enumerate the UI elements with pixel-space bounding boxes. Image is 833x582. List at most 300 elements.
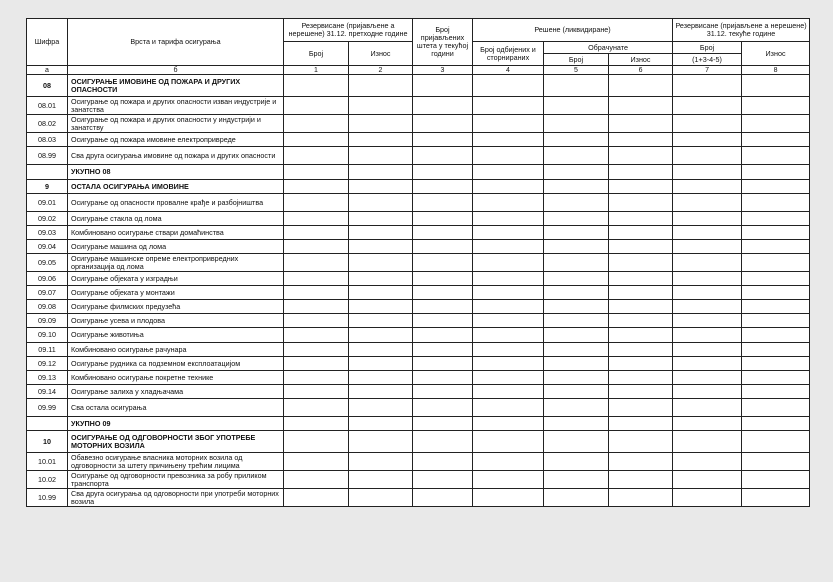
value-cell-1[interactable] (284, 489, 349, 507)
value-cell-7[interactable] (673, 343, 742, 357)
row-code: 09.11 (27, 343, 68, 357)
row-label: Осигурање рудника са подземном експлоатацијом (68, 357, 284, 371)
value-cell-2[interactable] (349, 226, 413, 240)
row-code: 09.10 (27, 328, 68, 343)
value-cell-8[interactable] (742, 431, 810, 453)
row-code: 08 (27, 75, 68, 97)
value-cell-3[interactable] (413, 165, 473, 180)
value-cell-1[interactable] (284, 399, 349, 417)
value-cell-6[interactable] (609, 133, 673, 147)
value-cell-1[interactable] (284, 357, 349, 371)
value-cell-7[interactable] (673, 328, 742, 343)
value-cell-1[interactable] (284, 133, 349, 147)
table-row (27, 328, 810, 343)
value-cell-5[interactable] (544, 357, 609, 371)
value-cell-3[interactable] (413, 431, 473, 453)
value-cell-3[interactable] (413, 272, 473, 286)
value-cell-5[interactable] (544, 212, 609, 226)
value-cell-5[interactable] (544, 328, 609, 343)
value-cell-1[interactable] (284, 371, 349, 385)
value-cell-7[interactable] (673, 226, 742, 240)
value-cell-4[interactable] (473, 357, 544, 371)
row-label: Осигурање залиха у хладњачама (68, 385, 284, 399)
table-row (27, 314, 810, 328)
row-label: Осигурање усева и плодова (68, 314, 284, 328)
value-cell-6[interactable] (609, 97, 673, 115)
value-cell-2[interactable] (349, 343, 413, 357)
value-cell-4[interactable] (473, 431, 544, 453)
value-cell-4[interactable] (473, 471, 544, 489)
row-code: 09.02 (27, 212, 68, 226)
value-cell-1[interactable] (284, 212, 349, 226)
value-cell-2[interactable] (349, 97, 413, 115)
row-label: Осигурање објеката у монтажи (68, 286, 284, 300)
table-body (27, 75, 810, 507)
value-cell-2[interactable] (349, 417, 413, 431)
value-cell-2[interactable] (349, 286, 413, 300)
value-cell-4[interactable] (473, 314, 544, 328)
row-label: ОСТАЛА ОСИГУРАЊА ИМОВИНЕ (68, 180, 284, 194)
value-cell-3[interactable] (413, 489, 473, 507)
col-index: 3 (413, 66, 473, 75)
value-cell-3[interactable] (413, 417, 473, 431)
value-cell-3[interactable] (413, 75, 473, 97)
value-cell-5[interactable] (544, 240, 609, 254)
value-cell-4[interactable] (473, 417, 544, 431)
value-cell-3[interactable] (413, 471, 473, 489)
row-label: Сва остала осигурања (68, 399, 284, 417)
value-cell-5[interactable] (544, 226, 609, 240)
row-label: Осигурање од пожара и других опасности изван индустрије и занатства (68, 97, 284, 115)
value-cell-3[interactable] (413, 133, 473, 147)
value-cell-2[interactable] (349, 75, 413, 97)
value-cell-5[interactable] (544, 180, 609, 194)
value-cell-2[interactable] (349, 272, 413, 286)
value-cell-6[interactable] (609, 343, 673, 357)
row-label: Осигурање од пожара и других опасности у индустрији и занатству (68, 115, 284, 133)
value-cell-8[interactable] (742, 371, 810, 385)
value-cell-2[interactable] (349, 357, 413, 371)
value-cell-4[interactable] (473, 226, 544, 240)
value-cell-8[interactable] (742, 417, 810, 431)
header-calc-iznos: Износ (609, 54, 673, 66)
value-cell-1[interactable] (284, 75, 349, 97)
header-curr-iznos: Износ (742, 42, 810, 66)
header-calculated: Обрачунате (544, 42, 673, 54)
value-cell-8[interactable] (742, 286, 810, 300)
header-rejected: Број одбијених и сторнираних (473, 42, 544, 66)
value-cell-8[interactable] (742, 226, 810, 240)
value-cell-4[interactable] (473, 165, 544, 180)
value-cell-1[interactable] (284, 417, 349, 431)
value-cell-8[interactable] (742, 314, 810, 328)
value-cell-2[interactable] (349, 147, 413, 165)
value-cell-1[interactable] (284, 272, 349, 286)
value-cell-6[interactable] (609, 272, 673, 286)
header-sifra: Шифра (27, 19, 68, 66)
table-row (27, 399, 810, 417)
value-cell-3[interactable] (413, 399, 473, 417)
value-cell-8[interactable] (742, 97, 810, 115)
col-index: 5 (544, 66, 609, 75)
value-cell-6[interactable] (609, 371, 673, 385)
row-code: 09.03 (27, 226, 68, 240)
value-cell-3[interactable] (413, 240, 473, 254)
value-cell-6[interactable] (609, 75, 673, 97)
value-cell-5[interactable] (544, 254, 609, 272)
value-cell-8[interactable] (742, 194, 810, 212)
row-code: 08.99 (27, 147, 68, 165)
value-cell-1[interactable] (284, 300, 349, 314)
value-cell-8[interactable] (742, 147, 810, 165)
value-cell-5[interactable] (544, 453, 609, 471)
table-row (27, 286, 810, 300)
value-cell-7[interactable] (673, 417, 742, 431)
column-index-row (27, 66, 810, 75)
value-cell-1[interactable] (284, 180, 349, 194)
value-cell-2[interactable] (349, 399, 413, 417)
value-cell-3[interactable] (413, 343, 473, 357)
value-cell-7[interactable] (673, 431, 742, 453)
value-cell-7[interactable] (673, 254, 742, 272)
col-index: 6 (609, 66, 673, 75)
value-cell-5[interactable] (544, 471, 609, 489)
value-cell-7[interactable] (673, 314, 742, 328)
value-cell-6[interactable] (609, 212, 673, 226)
value-cell-7[interactable] (673, 357, 742, 371)
value-cell-5[interactable] (544, 147, 609, 165)
value-cell-5[interactable] (544, 314, 609, 328)
col-index: 8 (742, 66, 810, 75)
value-cell-5[interactable] (544, 115, 609, 133)
value-cell-5[interactable] (544, 385, 609, 399)
value-cell-3[interactable] (413, 300, 473, 314)
value-cell-7[interactable] (673, 272, 742, 286)
value-cell-1[interactable] (284, 453, 349, 471)
value-cell-2[interactable] (349, 240, 413, 254)
value-cell-5[interactable] (544, 489, 609, 507)
value-cell-2[interactable] (349, 212, 413, 226)
value-cell-2[interactable] (349, 133, 413, 147)
value-cell-6[interactable] (609, 240, 673, 254)
value-cell-7[interactable] (673, 471, 742, 489)
value-cell-8[interactable] (742, 471, 810, 489)
value-cell-8[interactable] (742, 165, 810, 180)
table-row (27, 133, 810, 147)
value-cell-2[interactable] (349, 300, 413, 314)
table-row (27, 453, 810, 471)
value-cell-8[interactable] (742, 115, 810, 133)
value-cell-6[interactable] (609, 417, 673, 431)
value-cell-4[interactable] (473, 194, 544, 212)
table-row (27, 254, 810, 272)
row-code: 09.04 (27, 240, 68, 254)
value-cell-5[interactable] (544, 286, 609, 300)
value-cell-6[interactable] (609, 328, 673, 343)
value-cell-7[interactable] (673, 75, 742, 97)
value-cell-8[interactable] (742, 240, 810, 254)
value-cell-5[interactable] (544, 343, 609, 357)
table-row (27, 240, 810, 254)
value-cell-1[interactable] (284, 226, 349, 240)
value-cell-3[interactable] (413, 357, 473, 371)
row-label: ОСИГУРАЊЕ ИМОВИНЕ ОД ПОЖАРА И ДРУГИХ ОПАСНОСТИ (68, 75, 284, 97)
value-cell-2[interactable] (349, 180, 413, 194)
value-cell-2[interactable] (349, 489, 413, 507)
table-header (27, 19, 810, 75)
header-curr-broj: Број (673, 42, 742, 54)
value-cell-3[interactable] (413, 371, 473, 385)
value-cell-6[interactable] (609, 453, 673, 471)
row-code: 08.02 (27, 115, 68, 133)
value-cell-4[interactable] (473, 115, 544, 133)
value-cell-6[interactable] (609, 180, 673, 194)
row-label: Осигурање од одговорности превозника за робу приликом транспорта (68, 471, 284, 489)
value-cell-3[interactable] (413, 254, 473, 272)
value-cell-1[interactable] (284, 314, 349, 328)
value-cell-2[interactable] (349, 165, 413, 180)
value-cell-1[interactable] (284, 431, 349, 453)
row-label: Осигурање од пожара имовине електропривреде (68, 133, 284, 147)
value-cell-4[interactable] (473, 254, 544, 272)
value-cell-3[interactable] (413, 453, 473, 471)
section-row (27, 75, 810, 97)
value-cell-7[interactable] (673, 453, 742, 471)
value-cell-1[interactable] (284, 328, 349, 343)
value-cell-1[interactable] (284, 115, 349, 133)
value-cell-8[interactable] (742, 343, 810, 357)
header-solved: Решене (ликвидиране) (473, 19, 673, 42)
value-cell-3[interactable] (413, 286, 473, 300)
row-code: 10.01 (27, 453, 68, 471)
value-cell-7[interactable] (673, 240, 742, 254)
row-label: Осигурање од опасности провалне крађе и разбојништва (68, 194, 284, 212)
value-cell-7[interactable] (673, 371, 742, 385)
value-cell-4[interactable] (473, 489, 544, 507)
value-cell-7[interactable] (673, 165, 742, 180)
row-label: ОСИГУРАЊЕ ОД ОДГОВОРНОСТИ ЗБОГ УПОТРЕБЕ МОТОРНИХ ВОЗИЛА (68, 431, 284, 453)
value-cell-8[interactable] (742, 300, 810, 314)
value-cell-7[interactable] (673, 286, 742, 300)
value-cell-7[interactable] (673, 385, 742, 399)
value-cell-2[interactable] (349, 431, 413, 453)
row-code: 10.02 (27, 471, 68, 489)
value-cell-1[interactable] (284, 385, 349, 399)
value-cell-7[interactable] (673, 180, 742, 194)
table-row (27, 212, 810, 226)
row-code: 09.14 (27, 385, 68, 399)
value-cell-5[interactable] (544, 371, 609, 385)
row-label: Комбиновано осигурање ствари домаћинства (68, 226, 284, 240)
header-reserved-curr: Резервисане (пријављене а нерешене) 31.12. текуће године (673, 19, 810, 42)
value-cell-6[interactable] (609, 147, 673, 165)
value-cell-4[interactable] (473, 212, 544, 226)
header-claims-reported: Број пријављених штета у текућој години (413, 19, 473, 66)
value-cell-1[interactable] (284, 286, 349, 300)
value-cell-1[interactable] (284, 194, 349, 212)
value-cell-5[interactable] (544, 133, 609, 147)
value-cell-8[interactable] (742, 328, 810, 343)
value-cell-6[interactable] (609, 357, 673, 371)
row-label: Осигурање филмских предузећа (68, 300, 284, 314)
value-cell-5[interactable] (544, 272, 609, 286)
value-cell-5[interactable] (544, 75, 609, 97)
row-code: 09.06 (27, 272, 68, 286)
value-cell-4[interactable] (473, 399, 544, 417)
value-cell-6[interactable] (609, 399, 673, 417)
value-cell-7[interactable] (673, 489, 742, 507)
value-cell-6[interactable] (609, 286, 673, 300)
value-cell-6[interactable] (609, 431, 673, 453)
value-cell-2[interactable] (349, 471, 413, 489)
value-cell-4[interactable] (473, 240, 544, 254)
value-cell-3[interactable] (413, 147, 473, 165)
value-cell-3[interactable] (413, 328, 473, 343)
value-cell-8[interactable] (742, 75, 810, 97)
row-label: Сва друга осигурања од одговорности при употреби моторних возила (68, 489, 284, 507)
header-reserved-prev: Резервисане (пријављене а нерешене) 31.12. претходне године (284, 19, 413, 42)
value-cell-5[interactable] (544, 194, 609, 212)
value-cell-8[interactable] (742, 489, 810, 507)
row-label: Комбиновано осигурање покретне технике (68, 371, 284, 385)
value-cell-5[interactable] (544, 431, 609, 453)
value-cell-6[interactable] (609, 226, 673, 240)
value-cell-7[interactable] (673, 399, 742, 417)
value-cell-8[interactable] (742, 133, 810, 147)
value-cell-4[interactable] (473, 385, 544, 399)
value-cell-4[interactable] (473, 272, 544, 286)
row-label: Осигурање стакла од лома (68, 212, 284, 226)
value-cell-8[interactable] (742, 254, 810, 272)
value-cell-3[interactable] (413, 97, 473, 115)
value-cell-7[interactable] (673, 97, 742, 115)
value-cell-4[interactable] (473, 300, 544, 314)
col-index: б (68, 66, 284, 75)
value-cell-4[interactable] (473, 328, 544, 343)
value-cell-1[interactable] (284, 471, 349, 489)
table-row (27, 385, 810, 399)
value-cell-6[interactable] (609, 385, 673, 399)
value-cell-4[interactable] (473, 371, 544, 385)
total-row (27, 165, 810, 180)
value-cell-6[interactable] (609, 254, 673, 272)
value-cell-2[interactable] (349, 115, 413, 133)
value-cell-4[interactable] (473, 133, 544, 147)
value-cell-8[interactable] (742, 453, 810, 471)
value-cell-8[interactable] (742, 385, 810, 399)
value-cell-7[interactable] (673, 212, 742, 226)
row-code: 9 (27, 180, 68, 194)
value-cell-1[interactable] (284, 147, 349, 165)
row-code: 09.12 (27, 357, 68, 371)
value-cell-2[interactable] (349, 371, 413, 385)
value-cell-5[interactable] (544, 417, 609, 431)
row-code: 08.01 (27, 97, 68, 115)
value-cell-3[interactable] (413, 226, 473, 240)
col-index: 1 (284, 66, 349, 75)
section-row (27, 431, 810, 453)
value-cell-3[interactable] (413, 385, 473, 399)
row-label: Комбиновано осигурање рачунара (68, 343, 284, 357)
value-cell-3[interactable] (413, 314, 473, 328)
value-cell-4[interactable] (473, 343, 544, 357)
value-cell-4[interactable] (473, 147, 544, 165)
table-row (27, 371, 810, 385)
table-row (27, 226, 810, 240)
value-cell-5[interactable] (544, 165, 609, 180)
section-row (27, 180, 810, 194)
value-cell-2[interactable] (349, 254, 413, 272)
value-cell-8[interactable] (742, 180, 810, 194)
table-row (27, 489, 810, 507)
value-cell-1[interactable] (284, 97, 349, 115)
row-label: Осигурање животиња (68, 328, 284, 343)
table-row (27, 343, 810, 357)
row-code (27, 417, 68, 431)
value-cell-6[interactable] (609, 115, 673, 133)
row-label: Осигурање машина од лома (68, 240, 284, 254)
value-cell-4[interactable] (473, 453, 544, 471)
value-cell-3[interactable] (413, 194, 473, 212)
value-cell-6[interactable] (609, 165, 673, 180)
col-index: а (27, 66, 68, 75)
row-label: УКУПНО 08 (68, 165, 284, 180)
value-cell-7[interactable] (673, 115, 742, 133)
value-cell-8[interactable] (742, 212, 810, 226)
value-cell-4[interactable] (473, 75, 544, 97)
value-cell-8[interactable] (742, 357, 810, 371)
value-cell-2[interactable] (349, 314, 413, 328)
value-cell-4[interactable] (473, 286, 544, 300)
value-cell-8[interactable] (742, 399, 810, 417)
value-cell-4[interactable] (473, 180, 544, 194)
row-label: Сва друга осигурања имовине од пожара и других опасности (68, 147, 284, 165)
value-cell-8[interactable] (742, 272, 810, 286)
value-cell-6[interactable] (609, 194, 673, 212)
value-cell-4[interactable] (473, 97, 544, 115)
value-cell-5[interactable] (544, 300, 609, 314)
value-cell-7[interactable] (673, 133, 742, 147)
value-cell-6[interactable] (609, 314, 673, 328)
value-cell-7[interactable] (673, 300, 742, 314)
value-cell-3[interactable] (413, 115, 473, 133)
value-cell-6[interactable] (609, 471, 673, 489)
value-cell-6[interactable] (609, 300, 673, 314)
value-cell-1[interactable] (284, 343, 349, 357)
row-code: 10.99 (27, 489, 68, 507)
value-cell-1[interactable] (284, 254, 349, 272)
value-cell-2[interactable] (349, 194, 413, 212)
value-cell-5[interactable] (544, 97, 609, 115)
header-calc-broj: Број (544, 54, 609, 66)
table-row (27, 300, 810, 314)
value-cell-1[interactable] (284, 240, 349, 254)
value-cell-1[interactable] (284, 165, 349, 180)
header-vrsta: Врста и тарифа осигурања (68, 19, 284, 66)
value-cell-7[interactable] (673, 194, 742, 212)
value-cell-2[interactable] (349, 453, 413, 471)
value-cell-7[interactable] (673, 147, 742, 165)
value-cell-3[interactable] (413, 212, 473, 226)
value-cell-2[interactable] (349, 385, 413, 399)
value-cell-2[interactable] (349, 328, 413, 343)
value-cell-3[interactable] (413, 180, 473, 194)
table-row (27, 147, 810, 165)
row-code: 10 (27, 431, 68, 453)
row-code (27, 165, 68, 180)
value-cell-5[interactable] (544, 399, 609, 417)
value-cell-6[interactable] (609, 489, 673, 507)
